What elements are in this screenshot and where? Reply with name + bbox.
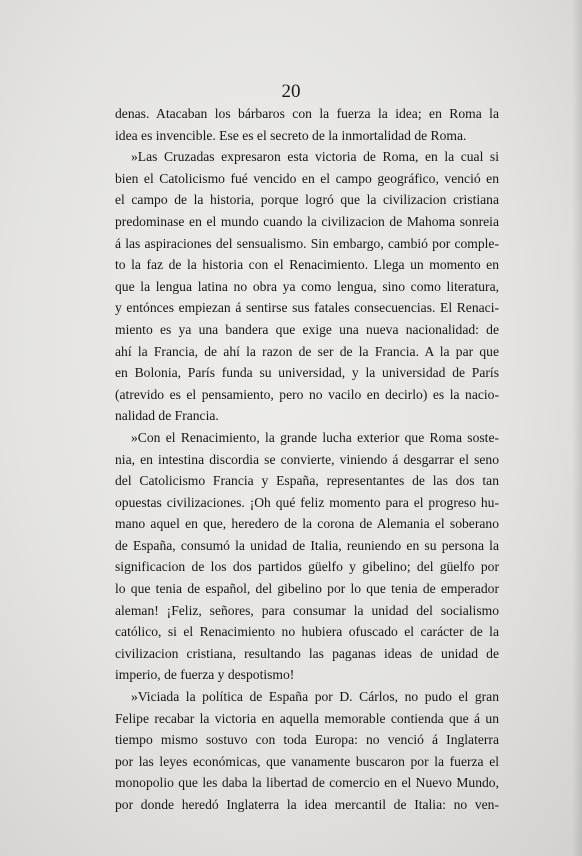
text-line: imperio, de fuerza y despotismo!	[115, 667, 295, 683]
text-line: nia, en intestina discordia se convierte, viniendo á desgarrar el seno	[115, 451, 499, 467]
text-line: denas. Atacaban los bárbaros con la fuerza la idea; en Roma la	[115, 106, 499, 121]
text-line: opuestas civilizaciones. ¡Oh qué feliz momento para el progreso hu-	[115, 494, 499, 510]
text-line: tiempo mismo sostuvo con toda Europa: no venció á Inglaterra	[115, 732, 499, 748]
text-line: por donde heredó Inglaterra la idea mercantil de Italia: no ven-	[115, 797, 499, 812]
text-line: del Catolicismo Francia y España, representantes de las dos tan	[115, 473, 499, 489]
text-line: que la lengua latina no obra ya como lengua, sino como literatura,	[115, 278, 499, 294]
text-line: mano aquel en que, heredero de la corona de Alemania el soberano	[115, 516, 499, 532]
text-line: católico, si el Renacimiento no hubiera ofuscado el carácter de la	[115, 624, 499, 640]
body-text	[115, 103, 499, 816]
text-line: miento es ya una bandera que exige una nueva nacionalidad: de	[115, 321, 499, 337]
text-line: bien el Catolicismo fué vencido en el campo geográfico, venció en	[115, 170, 499, 186]
text-line: nalidad de Francia.	[115, 408, 219, 424]
text-line: lo que tenia de español, del gibelino por lo que tenia de emperador	[115, 581, 499, 597]
paragraph-2	[115, 146, 499, 427]
text-line: (atrevido es el pensamiento, pero no vacilo en decirlo) es la nacio-	[115, 386, 499, 402]
text-line: »Con el Renacimiento, la grande lucha exterior que Roma soste-	[131, 429, 499, 445]
text-line: monopolio que les daba la libertad de comercio en el Nuevo Mundo,	[115, 775, 499, 791]
text-line: significacion de los dos partidos güelfo y gibelino; del güelfo por	[115, 559, 499, 575]
text-line: Felipe recabar la victoria en aquella memorable contienda que á un	[115, 710, 499, 726]
text-line: en Bolonia, París funda su universidad, y la universidad de París	[115, 365, 499, 381]
page-number: 20	[281, 81, 301, 102]
text-line: y entónces empiezan á sentirse sus fatales consecuencias. El Renaci-	[115, 300, 499, 316]
paragraph-3	[115, 427, 499, 686]
text-line: el campo de la historia, porque logró que la civilizacion cristiana	[115, 192, 499, 208]
text-line: »Viciada la política de España por D. Cárlos, no pudo el gran	[131, 689, 499, 705]
text-line: ahí la Francia, de ahí la razon de ser de la Francia. A la par que	[115, 343, 499, 359]
text-line: civilizacion cristiana, resultando las paganas ideas de unidad de	[115, 645, 499, 661]
text-line: á las aspiraciones del sensualismo. Sin embargo, cambió por comple-	[115, 235, 499, 251]
paragraph-4	[115, 686, 499, 816]
text-line: to la faz de la historia con el Renacimiento. Llega un momento en	[115, 257, 499, 273]
text-line: por las leyes económicas, que vanamente buscaron por la fuerza el	[115, 753, 499, 769]
text-line: idea es invencible. Ese es el secreto de la inmortalidad de Roma.	[115, 127, 467, 143]
text-line: de España, consumó la unidad de Italia, reuniendo en su persona la	[115, 537, 499, 553]
text-line: predominase en el mundo cuando la civilizacion de Mahoma sonreia	[115, 213, 499, 229]
text-line: aleman! ¡Feliz, señores, para consumar la unidad del socialismo	[115, 602, 499, 618]
text-line: »Las Cruzadas expresaron esta victoria de Roma, en la cual si	[131, 149, 499, 165]
paragraph-1	[115, 103, 499, 146]
